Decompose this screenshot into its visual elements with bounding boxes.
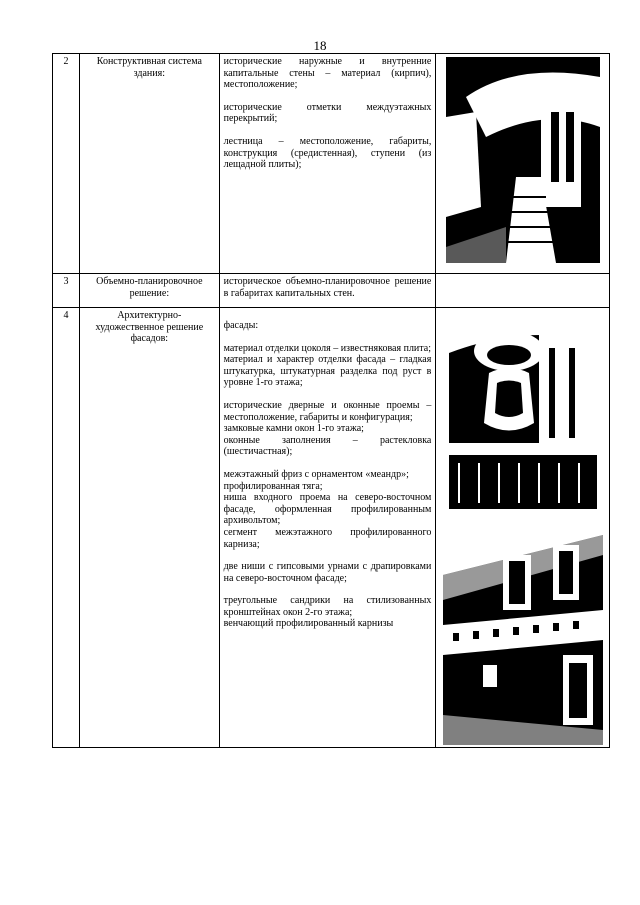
description-item: ниша входного проема на северо-восточном фасаде, оформленная профилированным архивольтом; (223, 492, 432, 527)
facade-photo (443, 515, 603, 745)
photo-cell (436, 308, 610, 748)
row-description (219, 54, 436, 274)
description-item: треугольные сандрики на стилизованных кронштейнах окон 2-го этажа; (223, 595, 432, 618)
row-label: Архитектурно-художественное решение фасадов: (80, 308, 220, 748)
row-number: 2 (53, 54, 80, 274)
row-number: 3 (53, 274, 80, 308)
description-item: исторические отметки междуэтажных перекрытий; (223, 101, 432, 125)
table-row (53, 308, 610, 748)
description-item: две ниши с гипсовыми урнами с драпировками на северо-восточном фасаде; (223, 561, 432, 584)
photo-cell (436, 274, 610, 308)
description-item: сегмент межэтажного профилированного карниза; (223, 526, 432, 550)
description-item: исторические дверные и оконные проемы – местоположение, габариты и конфигурация; (223, 399, 432, 423)
description-item: оконные заполнения – растекловка (шестичастная); (223, 434, 432, 458)
description-item: материал отделки цоколя – известняковая плита; (223, 342, 431, 354)
table-row (53, 274, 610, 308)
table-row (53, 54, 610, 274)
photo-cell (436, 54, 610, 274)
staircase-photo (446, 57, 600, 263)
description-item: материал и характер отделки фасада – гладкая штукатурка, штукатурная разделка под руст в уровне 1-го этажа; (223, 354, 432, 389)
description-item: замковые камни окон 1-го этажа; (223, 423, 364, 435)
row-label: Объемно-планировочное решение: (80, 274, 220, 308)
row-description (219, 274, 436, 308)
page-number: 18 (313, 38, 327, 53)
protection-subject-table (52, 53, 610, 748)
row-label: Конструктивная система здания: (80, 54, 220, 274)
urn-niche-photo (449, 313, 597, 509)
row-description (219, 308, 436, 748)
description-item: фасады: (223, 320, 259, 331)
description-item: лестница – местоположение, габариты, конструкция (средистенная), ступени (из лещадной плиты); (223, 135, 432, 171)
description-item: межэтажный фриз с орнаментом «меандр»; (223, 468, 409, 480)
description-item: венчающий профилированный карнизы (223, 618, 394, 630)
description-item: исторические наружные и внутренние капитальные стены – материал (кирпич), местоположение; (223, 56, 432, 91)
description-item: историческое объемно-планировочное решение в габаритах капитальных стен. (223, 276, 432, 299)
description-item: профилированная тяга; (223, 480, 323, 492)
row-number: 4 (53, 308, 80, 748)
